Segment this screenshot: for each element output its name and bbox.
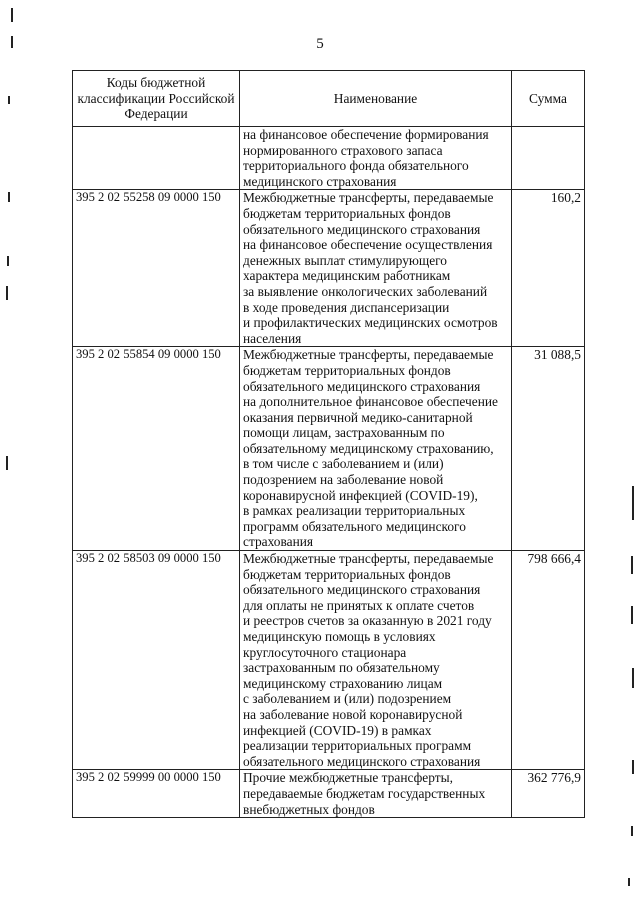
name-line: помощи лицам, застрахованным по [243,425,445,441]
header-code: Коды бюджетной классификации Российской Федерации [73,71,240,127]
name-line: с заболеванием и (или) подозрением [243,691,452,707]
cell-code: 395 2 02 59999 00 0000 150 [73,770,240,818]
name-line: Межбюджетные трансферты, передаваемые [243,190,494,206]
header-name: Наименование [240,71,512,127]
name-line: обязательного медицинского страхования [243,378,481,394]
scan-mark [8,192,10,202]
name-line: в ходе проведения диспансеризации [243,299,450,315]
table-row [73,551,585,770]
name-line: населения [243,330,302,346]
name-line: программ обязательного медицинского [243,518,466,534]
table-row [73,190,585,347]
scan-mark [6,286,8,300]
name-line: денежных выплат стимулирующего [243,252,448,268]
cell-sum: 160,2 [512,190,585,347]
table-row [73,347,585,551]
table-header-row [73,71,585,127]
name-line: инфекцией (COVID-19) в рамках [243,722,432,738]
name-line: бюджетам территориальных фондов [243,205,451,221]
cell-code: 395 2 02 55258 09 0000 150 [73,190,240,347]
name-line: реализации территориальных программ [243,738,472,754]
cell-code [73,127,240,190]
cell-sum: 362 776,9 [512,770,585,818]
cell-sum: 31 088,5 [512,347,585,551]
scan-mark [6,456,8,470]
header-sum: Сумма [512,71,585,127]
cell-name [240,770,512,818]
name-line: застрахованным по обязательному [243,660,440,676]
scan-mark [11,36,13,48]
table-row [73,770,585,818]
name-line: на финансовое обеспечение осуществления [243,237,493,253]
name-line: передаваемые бюджетам государственных [243,785,486,801]
name-line: медицинскую помощь в условиях [243,629,436,644]
cell-name [240,127,512,190]
scan-mark [631,606,633,624]
name-line: и реестров счетов за оказанную в 2021 году [243,613,492,629]
name-line: обязательного медицинского страхования [243,753,481,769]
scan-mark [7,256,9,266]
scan-mark [632,668,634,688]
table-row [73,127,585,190]
name-line: нормированного страхового запаса [243,142,443,158]
cell-code: 395 2 02 55854 09 0000 150 [73,347,240,551]
name-line: для оплаты не принятых к оплате счетов [243,597,475,613]
budget-table [72,70,585,818]
name-line: в том числе с заболеванием и (или) [243,456,444,472]
cell-name [240,551,512,770]
cell-name [240,190,512,347]
name-line: круглосуточного стационара [243,644,407,660]
name-line: обязательного медицинского страхования [243,582,481,598]
cell-sum [512,127,585,190]
name-line: характера медицинским работникам [243,268,451,284]
scan-mark [632,760,634,774]
name-line: подозрением на заболевание новой [243,472,444,488]
name-line: территориального фонда обязательного [243,158,469,174]
name-line: на дополнительное финансовое обеспечение [243,394,498,410]
scan-mark [631,556,633,574]
cell-name [240,347,512,551]
scan-mark [8,96,10,104]
name-line: обязательному медицинскому страхованию, [243,440,494,456]
page-number: 5 [316,36,324,52]
name-line: оказания первичной медико-санитарной [243,409,473,425]
table-body [73,127,585,818]
scan-mark [628,878,630,886]
cell-code: 395 2 02 58503 09 0000 150 [73,551,240,770]
name-line: медицинскому страхованию лицам [243,675,443,691]
name-line: Межбюджетные трансферты, передаваемые [243,347,494,363]
name-line: обязательного медицинского страхования [243,221,481,237]
name-line: за выявление онкологических заболеваний [243,283,488,299]
name-line: страхования [243,534,314,550]
name-line: бюджетам территориальных фондов [243,362,451,378]
name-line: и профилактических медицинских осмотров [243,315,498,331]
cell-sum: 798 666,4 [512,551,585,770]
name-line: на финансовое обеспечение формирования [243,127,489,142]
name-line: Прочие межбюджетные трансферты, [243,770,453,786]
name-line: коронавирусной инфекцией (COVID-19), [243,487,478,503]
name-line: бюджетам территориальных фондов [243,566,451,582]
scan-mark [631,826,633,836]
name-line: в рамках реализации территориальных [243,503,466,519]
name-line: на заболевание новой коронавирусной [243,706,463,722]
name-line: внебюджетных фондов [243,801,375,817]
scan-mark [11,8,13,22]
name-line: Межбюджетные трансферты, передаваемые [243,551,494,567]
scan-mark [632,486,634,520]
name-line: медицинского страхования [243,173,397,189]
